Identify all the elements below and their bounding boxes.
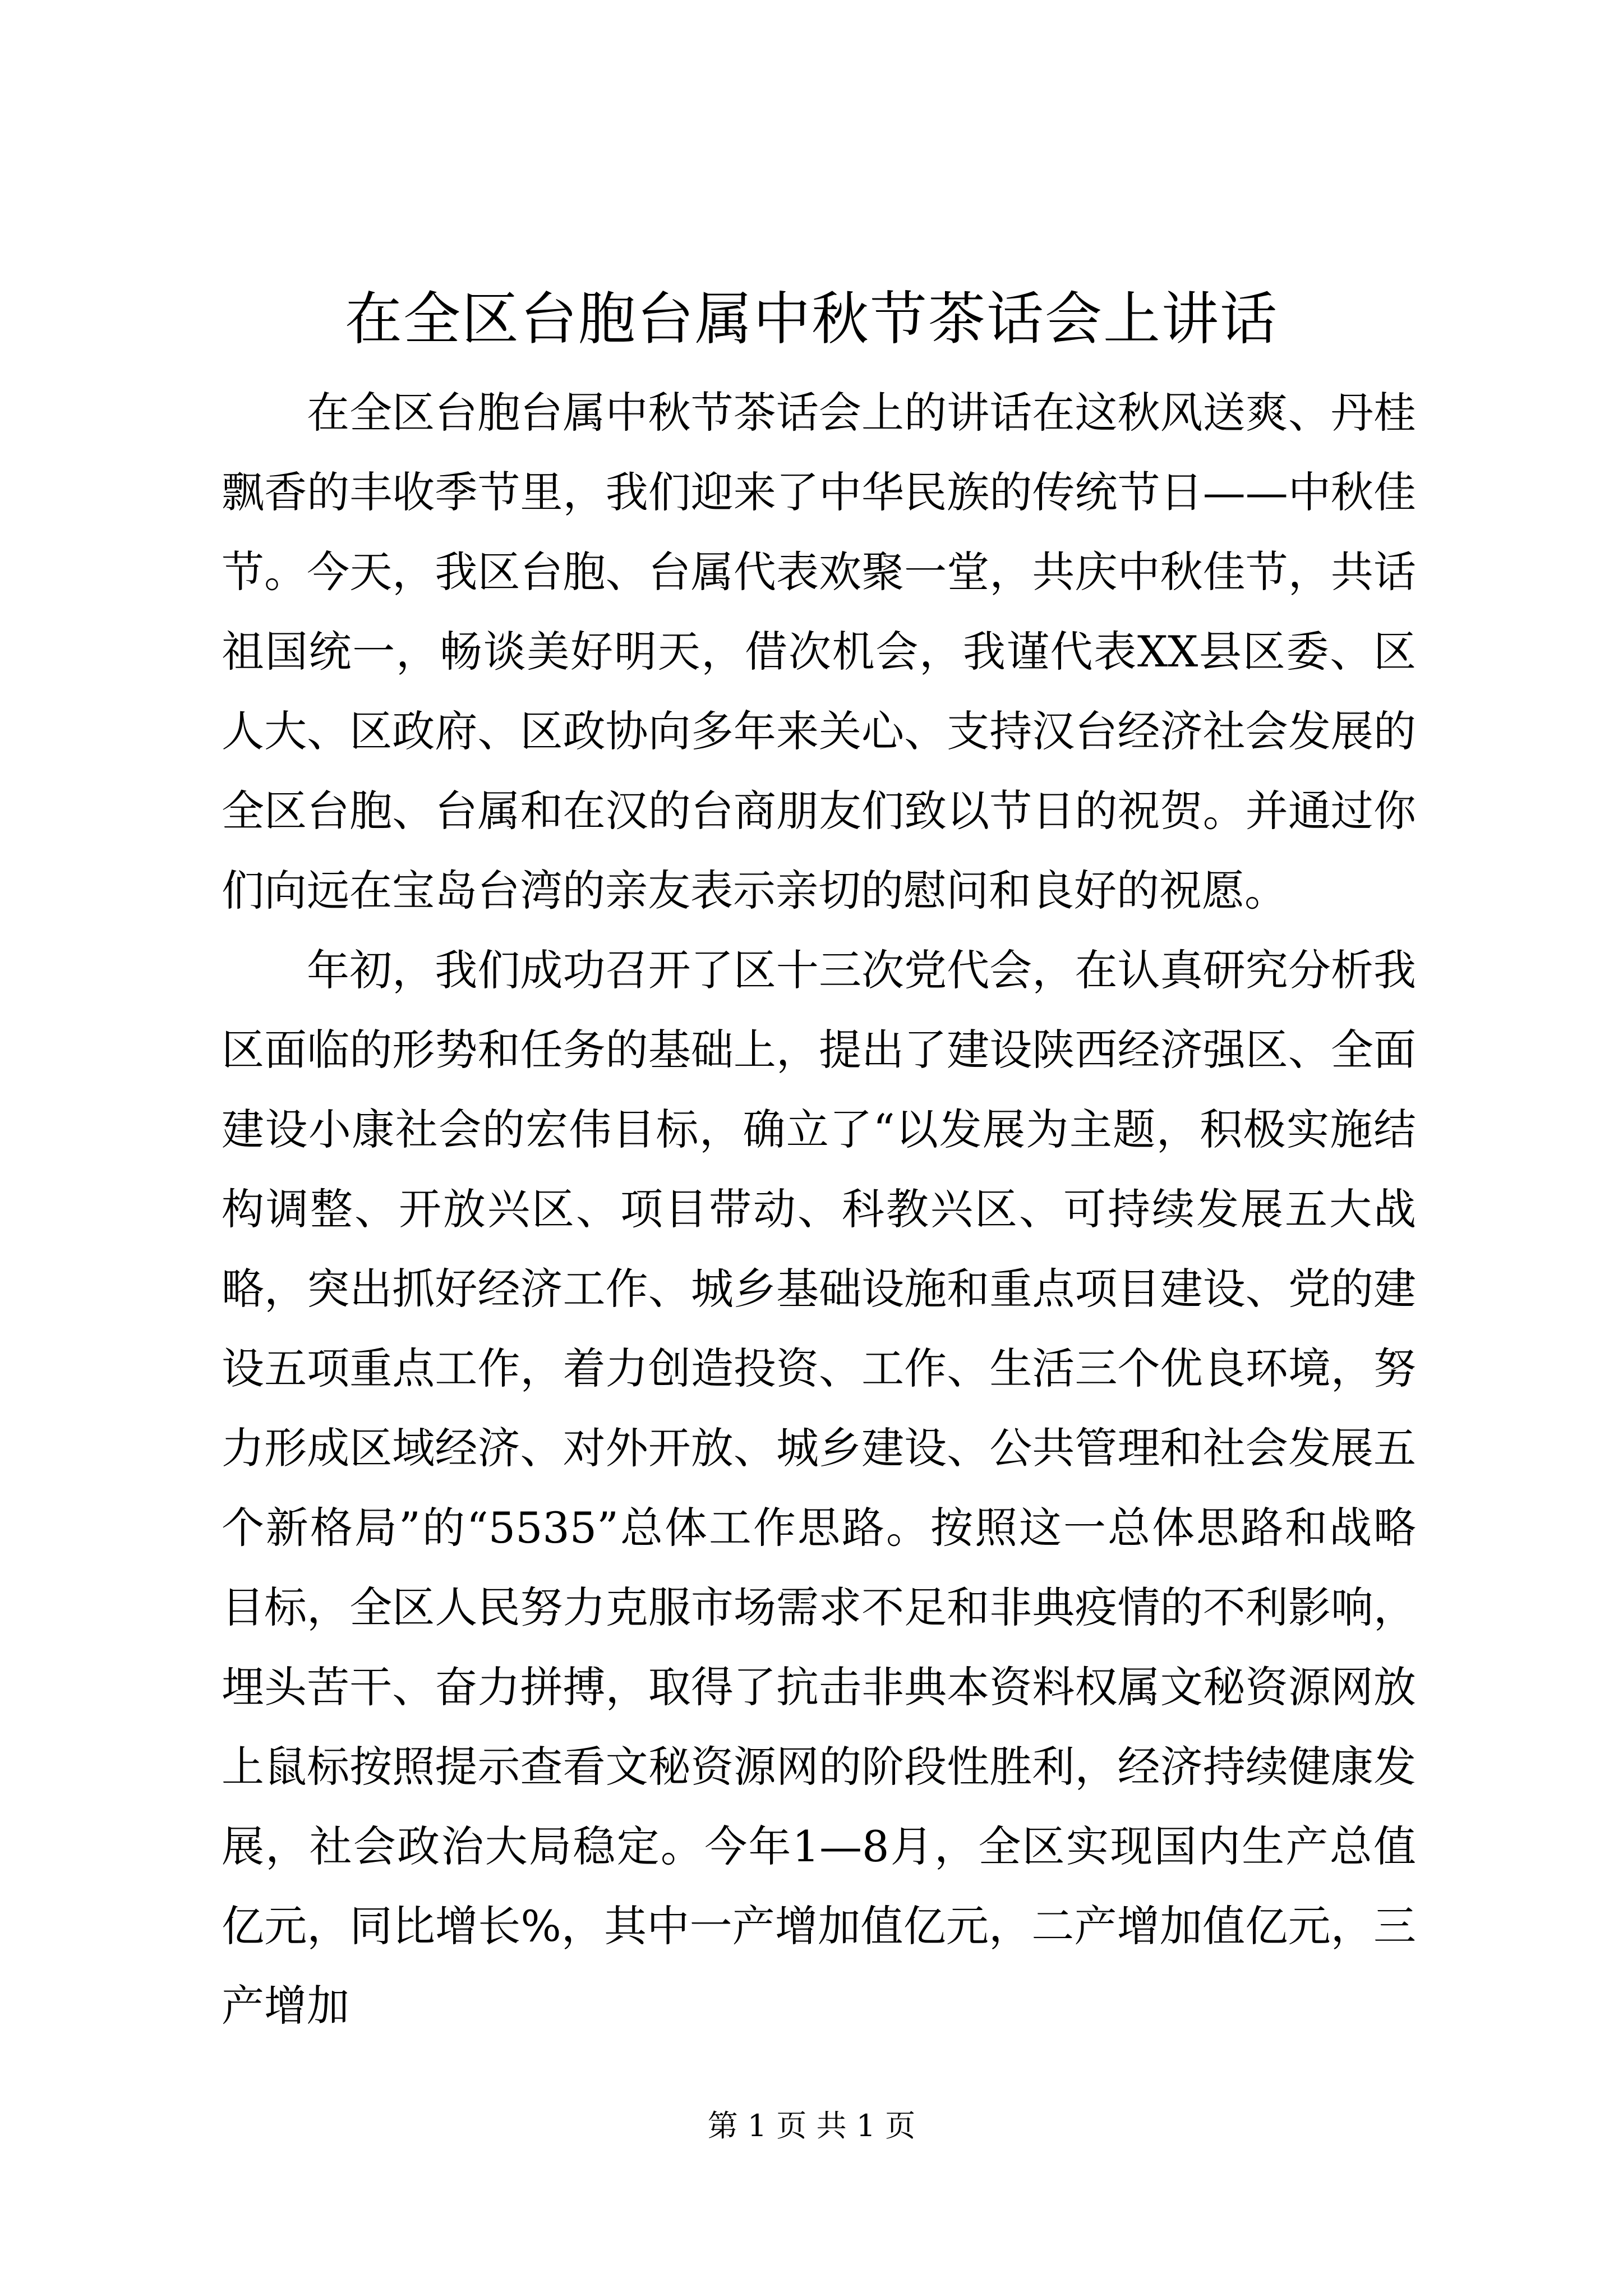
paragraph-2: 年初，我们成功召开了区十三次党代会，在认真研究分析我区面临的形势和任务的基础上，提出了建设陕西经济强区、全面建设小康社会的宏伟目标，确立了“以发展为主题，积极实施结构调整、开放兴区、项目带动、科教兴区、可持续发展五大战略，突出抓好经济工作、城乡基础设施和重点项目建设、党的建设五项重点工作，着力创造投资、工作、生活三个优良环境，努力形成区域经济、对外开放、城乡建设、公共管理和社会发展五个新格局”的“5535”总体工作思路。按照这一总体思路和战略目标，全区人民努力克服市场需求不足和非典疫情的不利影响，埋头苦干、奋力拼搏，取得了抗击非典本资料权属文秘资源网放上鼠标按照提示查看文秘资源网的阶段性胜利，经济持续健康发展，社会政治大局稳定。今年1—8月，全区实现国内生产总值亿元，同比增长%，其中一产增加值亿元，二产增加值亿元，三产增加 bbox=[222, 945, 1416, 2031]
page-footer: 第 1 页 共 1 页 bbox=[707, 2108, 916, 2143]
paragraph-1: 在全区台胞台属中秋节茶话会上的讲话在这秋风送爽、丹桂飘香的丰收季节里，我们迎来了中华民族的传统节日——中秋佳节。今天，我区台胞、台属代表欢聚一堂，共庆中秋佳节，共话祖国统一，畅谈美好明天，借次机会，我谨代表XX县区委、区人大、区政府、区政协向多年来关心、支持汉台经济社会发展的全区台胞、台属和在汉的台商朋友们致以节日的祝贺。并通过你们向远在宝岛台湾的亲友表示亲切的慰问和良好的祝愿。 bbox=[222, 388, 1416, 915]
document-body bbox=[222, 373, 1416, 2046]
document-title: 在全区台胞台属中秋节茶话会上讲话 bbox=[345, 286, 1278, 353]
